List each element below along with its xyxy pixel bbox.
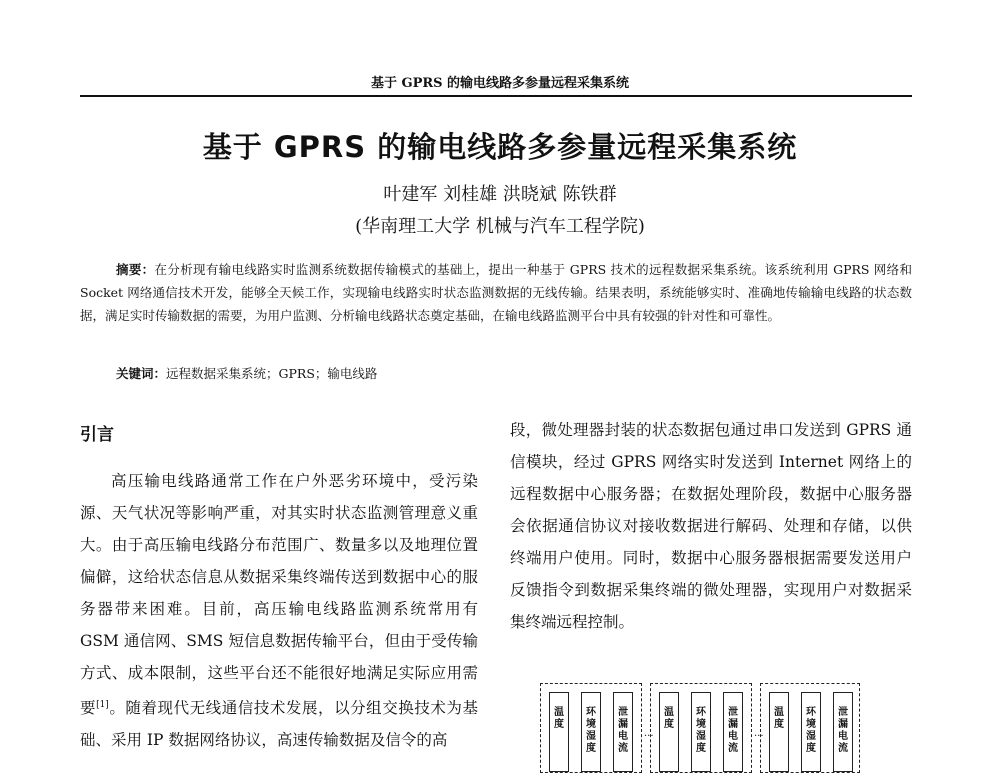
sensor-leakage-current: 泄漏电流	[723, 692, 743, 772]
figure-connector: ...	[754, 728, 764, 739]
keywords-text: 远程数据采集系统；GPRS；输电线路	[166, 366, 378, 381]
keywords-label: 关键词：	[116, 366, 167, 381]
paper-title: 基于 GPRS 的输电线路多参量远程采集系统	[202, 130, 798, 164]
sensor-temperature: 温度	[659, 692, 679, 772]
sensor-leakage-current: 泄漏电流	[613, 692, 633, 772]
running-header: 基于 GPRS 的输电线路多参量远程采集系统	[370, 76, 630, 91]
right-paragraph: 段，微处理器封装的状态数据包通过串口发送到 GPRS 通信模块，经过 GPRS 网络实时发送到 Internet 网络上的远程数据中心服务器；在数据处理阶段，数据中心服务器会依据通信协议对接收数据进行解码、处理和存储，以供终端用户使用。同时，数据中心服务器根据需要发送用户反馈指令到数据采集终端的微处理器，实现用户对数据采集终端远程控制。	[510, 421, 912, 631]
sensor-leakage-current: 泄漏电流	[833, 692, 853, 772]
abstract	[80, 258, 912, 327]
section-heading-introduction: 引言	[80, 425, 114, 445]
introduction-paragraph	[80, 465, 478, 756]
authors: 叶建军 刘桂雄 洪晓斌 陈铁群	[383, 184, 617, 205]
sensor-humidity: 环境湿度	[581, 692, 601, 772]
header-rule	[80, 95, 912, 97]
keywords	[116, 364, 377, 382]
abstract-text: 在分析现有输电线路实时监测系统数据传输模式的基础上，提出一种基于 GPRS 技术的远程数据采集系统。该系统利用 GPRS 网络和 Socket 网络通信技术开发，能够全天候工作，实现输电线路实时状态监测数据的无线传输。结果表明，系统能够实时、准确地传输输电线路的状态数据，满足实时传输数据的需要，为用户监测、分析输电线路状态奠定基础，在输电线路监测平台中具有较强的针对性和可靠性。	[80, 262, 912, 323]
sensor-humidity: 环境湿度	[691, 692, 711, 772]
right-column	[510, 414, 912, 638]
left-column	[80, 420, 478, 756]
abstract-label: 摘要：	[116, 262, 155, 277]
intro-text: 高压输电线路通常工作在户外恶劣环境中，受污染源、天气状况等影响严重，对其实时状态监测管理意义重大。由于高压输电线路分布范围广、数量多以及地理位置偏僻，这给状态信息从数据采集终端传送到数据中心的服务器带来困难。目前，高压输电线路监测系统常用有 GSM 通信网、SMS 短信息数据传输平台，但由于受传输方式、成本限制，这些平台还不能很好地满足实际应用需要	[80, 472, 478, 718]
sensor-temperature: 温度	[769, 692, 789, 772]
sensor-humidity: 环境湿度	[801, 692, 821, 772]
figure-connector: ...	[644, 728, 654, 739]
citation-1: [1]	[96, 700, 109, 710]
affiliation: (华南理工大学 机械与汽车工程学院)	[355, 216, 645, 237]
sensor-temperature: 温度	[549, 692, 569, 772]
intro-text-continued: 。随着现代无线通信技术发展，以分组交换技术为基础、采用 IP 数据网络协议，高速传输数据及信令的高	[80, 699, 478, 750]
